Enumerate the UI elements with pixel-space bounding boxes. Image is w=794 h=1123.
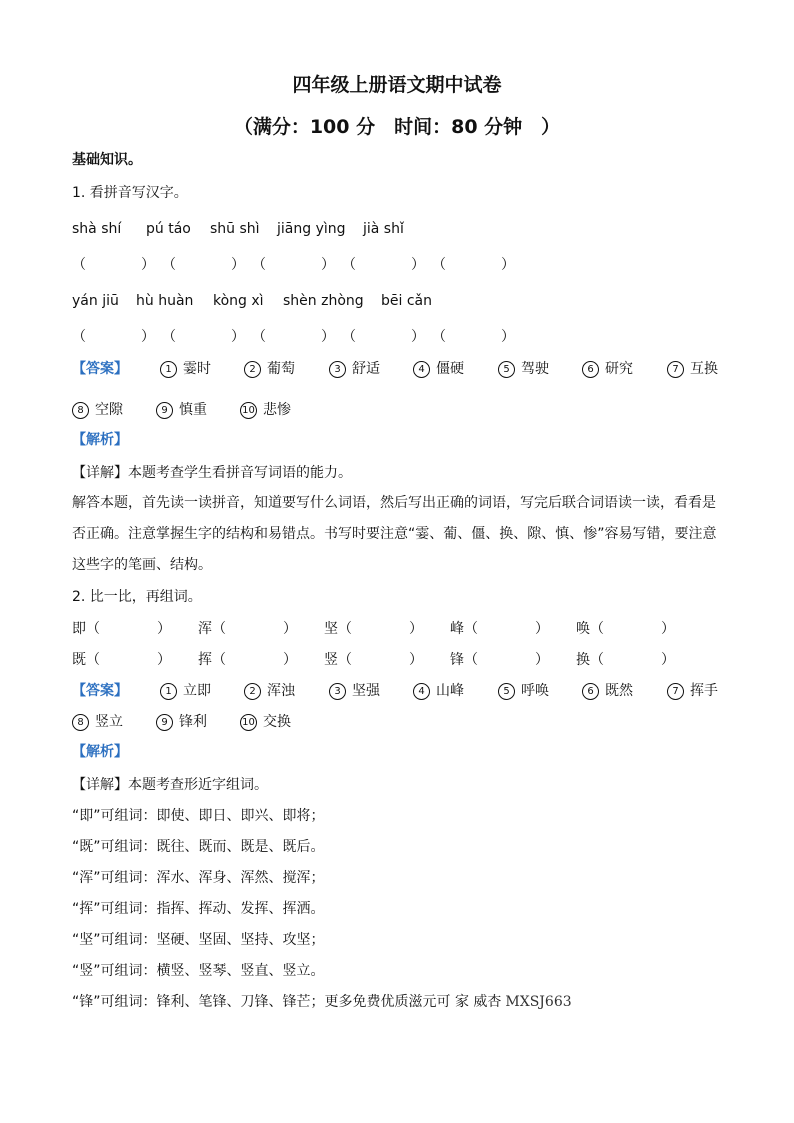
blank-open: （ — [162, 329, 176, 345]
compare-char: 坚（ — [324, 621, 352, 637]
answer-text: 慎重 — [179, 402, 207, 418]
blank-close: ） — [321, 329, 335, 345]
pinyin-item: hù huàn — [136, 293, 194, 309]
answer-item — [160, 681, 211, 701]
blank-close: ） — [141, 257, 155, 273]
circled-number: 8 — [72, 714, 89, 731]
answer-label: 【答案】 — [72, 683, 128, 699]
circled-number: 3 — [329, 361, 346, 378]
q2-stem: 2. 比一比，再组词。 — [72, 589, 202, 605]
page-title: 四年级上册语文期中试卷 — [292, 74, 502, 96]
blank-open: （ — [72, 257, 86, 273]
answer-item — [582, 359, 633, 379]
explanation-paragraph: 解答本题，首先读一读拼音，知道要写什么词语，然后写出正确的词语，写完后联合词语读一读，看看是否正确。注意掌握生字的结构和易错点。书写时要注意“霎、葡、僵、换、隙、慎、惨”容易写错，要注意这些字的笔画、结构。 — [72, 495, 717, 573]
circled-number: 4 — [413, 361, 430, 378]
word-group-line: “浑”可组词：浑水、浑身、浑然、搅浑； — [72, 870, 325, 886]
blank-close: ） — [283, 652, 297, 668]
blank-open: （ — [432, 329, 446, 345]
answer-text: 悲惨 — [263, 402, 291, 418]
answer-text: 呼唤 — [521, 683, 549, 699]
word-group-line: “既”可组词：既往、既而、既是、既后。 — [72, 839, 325, 855]
watermark-text: MXSJ663 — [505, 994, 572, 1010]
compare-char: 锋（ — [450, 652, 478, 668]
compare-char: 挥（ — [198, 652, 226, 668]
answer-item — [329, 681, 380, 701]
answer-text: 研究 — [605, 361, 633, 377]
circled-number: 4 — [413, 683, 430, 700]
answer-text: 锋利 — [179, 714, 207, 730]
answer-item — [72, 712, 123, 732]
compare-char: 唤（ — [576, 621, 604, 637]
blank-open: （ — [252, 329, 266, 345]
answer-item — [244, 359, 295, 379]
answer-label: 【答案】 — [72, 361, 128, 377]
circled-number: 1 — [160, 361, 177, 378]
answer-text: 浑浊 — [267, 683, 295, 699]
blank-close: ） — [661, 652, 675, 668]
q1-stem: 1. 看拼音写汉字。 — [72, 185, 188, 201]
answer-item — [240, 712, 291, 732]
circled-number: 5 — [498, 361, 515, 378]
pinyin-item: shū shì — [210, 221, 260, 237]
answer-item — [156, 400, 207, 420]
pinyin-item: shèn zhòng — [283, 293, 364, 309]
circled-number: 10 — [240, 402, 257, 419]
answer-item — [244, 681, 295, 701]
circled-number: 10 — [240, 714, 257, 731]
answer-text: 驾驶 — [521, 361, 549, 377]
answer-text: 霎时 — [183, 361, 211, 377]
answer-text: 僵硬 — [436, 361, 464, 377]
word-group-line: “竖”可组词：横竖、竖琴、竖直、竖立。 — [72, 963, 325, 979]
blank-close: ） — [661, 621, 675, 637]
pinyin-item: kòng xì — [213, 293, 264, 309]
blank-close: ） — [321, 257, 335, 273]
circled-number: 8 — [72, 402, 89, 419]
compare-char: 换（ — [576, 652, 604, 668]
pinyin-item: bēi cǎn — [381, 293, 432, 309]
circled-number: 5 — [498, 683, 515, 700]
compare-char: 浑（ — [198, 621, 226, 637]
compare-char: 既（ — [72, 652, 100, 668]
answer-item — [667, 359, 718, 379]
blank-close: ） — [231, 257, 245, 273]
pinyin-item: yán jiū — [72, 293, 119, 309]
blank-open: （ — [162, 257, 176, 273]
blank-close: ） — [411, 329, 425, 345]
blank-open: （ — [342, 329, 356, 345]
circled-number: 7 — [667, 361, 684, 378]
pinyin-item: shà shí — [72, 221, 122, 237]
answer-item — [498, 359, 549, 379]
answer-text: 竖立 — [95, 714, 123, 730]
answer-item — [156, 712, 207, 732]
answer-text: 立即 — [183, 683, 211, 699]
answer-item — [329, 359, 380, 379]
blank-open: （ — [342, 257, 356, 273]
pinyin-item: jiāng yìng — [277, 221, 346, 237]
circled-number: 9 — [156, 714, 173, 731]
blank-open: （ — [252, 257, 266, 273]
word-group-line: “挥”可组词：指挥、挥动、发挥、挥洒。 — [72, 901, 325, 917]
circled-number: 3 — [329, 683, 346, 700]
answer-text: 既然 — [605, 683, 633, 699]
section-heading: 基础知识。 — [72, 152, 142, 168]
blank-close: ） — [409, 652, 423, 668]
blank-close: ） — [501, 329, 515, 345]
blank-close: ） — [411, 257, 425, 273]
circled-number: 2 — [244, 683, 261, 700]
blank-close: ） — [141, 329, 155, 345]
word-group-line: “即”可组词：即使、即日、即兴、即将； — [72, 808, 325, 824]
answer-text: 坚强 — [352, 683, 380, 699]
blank-close: ） — [157, 652, 171, 668]
circled-number: 7 — [667, 683, 684, 700]
circled-number: 2 — [244, 361, 261, 378]
blank-open: （ — [72, 329, 86, 345]
answer-item — [667, 681, 718, 701]
blank-open: （ — [432, 257, 446, 273]
answer-item — [582, 681, 633, 701]
compare-char: 峰（ — [450, 621, 478, 637]
answer-text: 交换 — [263, 714, 291, 730]
answer-item — [160, 359, 211, 379]
word-group-line: “坚”可组词：坚硬、坚固、坚持、攻坚； — [72, 932, 325, 948]
blank-close: ） — [231, 329, 245, 345]
pinyin-item: jià shǐ — [363, 221, 404, 237]
circled-number: 6 — [582, 683, 599, 700]
analysis-label: 【解析】 — [72, 432, 128, 448]
answer-text: 空隙 — [95, 402, 123, 418]
answer-text: 山峰 — [436, 683, 464, 699]
circled-number: 9 — [156, 402, 173, 419]
answer-text: 互换 — [690, 361, 718, 377]
answer-item — [72, 400, 123, 420]
word-group-line — [72, 992, 572, 1012]
answer-item — [413, 359, 464, 379]
blank-close: ） — [283, 621, 297, 637]
blank-close: ） — [501, 257, 515, 273]
analysis-label: 【解析】 — [72, 744, 128, 760]
compare-char: 即（ — [72, 621, 100, 637]
answer-item — [498, 681, 549, 701]
blank-close: ） — [157, 621, 171, 637]
answer-text: 葡萄 — [267, 361, 295, 377]
answer-item — [240, 400, 291, 420]
compare-char: 竖（ — [324, 652, 352, 668]
blank-close: ） — [535, 652, 549, 668]
blank-close: ） — [535, 621, 549, 637]
pinyin-item: pú táo — [146, 221, 191, 237]
word-group-text: “锋”可组词：锋利、笔锋、刀锋、锋芒；更多免费优质滋元可 家 威杏 — [72, 994, 502, 1010]
circled-number: 1 — [160, 683, 177, 700]
circled-number: 6 — [582, 361, 599, 378]
answer-text: 挥手 — [690, 683, 718, 699]
blank-close: ） — [409, 621, 423, 637]
answer-text: 舒适 — [352, 361, 380, 377]
detail-text: 【详解】本题考查形近字组词。 — [72, 777, 268, 793]
detail-text: 【详解】本题考查学生看拼音写词语的能力。 — [72, 465, 352, 481]
page-subtitle: （满分：100 分 时间：80 分钟 ） — [233, 116, 561, 138]
answer-item — [413, 681, 464, 701]
